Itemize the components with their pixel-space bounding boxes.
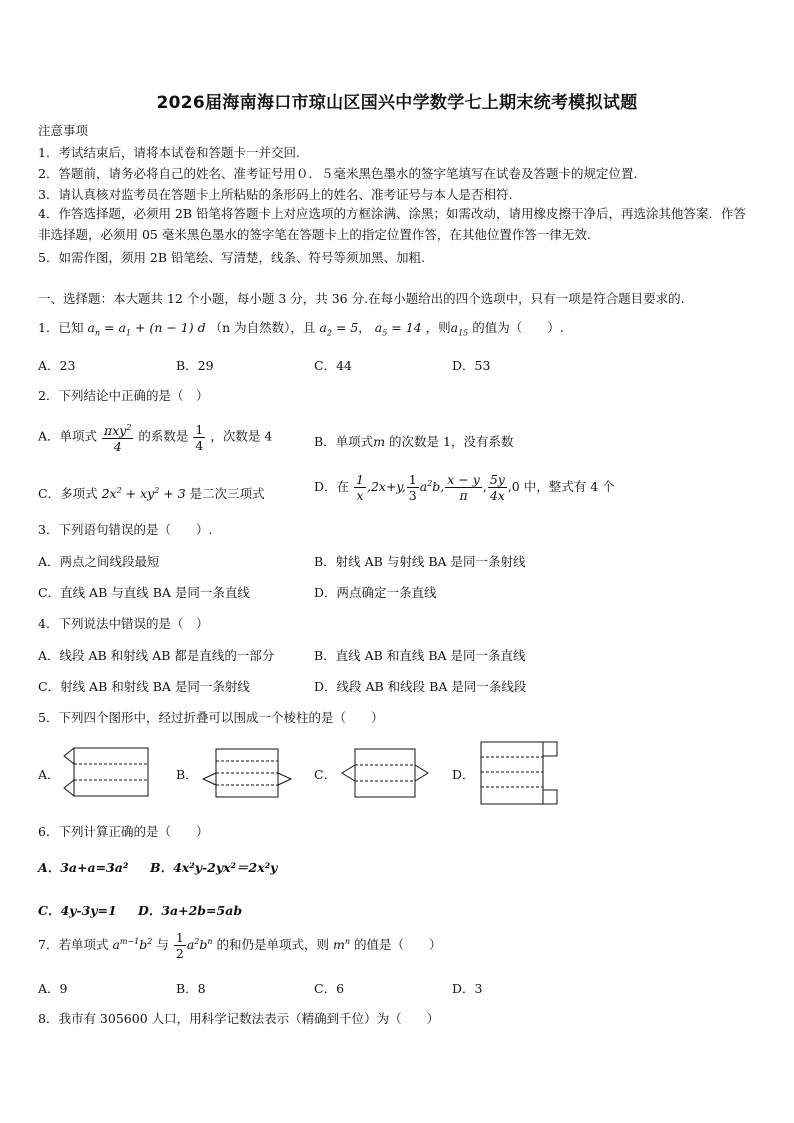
q2-a-end: ，次数是 4: [210, 428, 273, 444]
q2-c-poly: $2x^2 + xy^2 + 3$: [101, 485, 186, 501]
section-heading: 一、选择题：本大题共 12 个小题，每小题 3 分，共 36 分.在每小题给出的四个选项中，只有一项是符合题目要求的.: [38, 291, 685, 306]
q4-option-c[interactable]: C．射线 AB 和射线 BA 是同一条射线: [38, 679, 250, 694]
q6-option-b[interactable]: B．4x²y-2yx²＝2x²y: [150, 860, 278, 875]
q2-b-pre: B．单项式: [314, 434, 374, 449]
q2-d-f2: $\frac{1}{3}$: [408, 472, 417, 503]
q5-label-b[interactable]: B．: [176, 767, 198, 782]
q1-n-note: n 为自然数），且: [222, 320, 316, 335]
q7-pre: 7．若单项式: [38, 937, 109, 952]
q6-option-d[interactable]: D．3a+2b=5ab: [138, 903, 243, 918]
q6-stem: 6．下列计算正确的是（ ）: [38, 824, 209, 839]
q5-stem: 5．下列四个图形中，经过折叠可以围成一个棱柱的是（ ）: [38, 710, 384, 725]
q4-stem: 4．下列说法中错误的是（ ）: [38, 616, 209, 631]
q5-figure-b[interactable]: [200, 745, 300, 801]
q5-label-a[interactable]: A．: [38, 767, 60, 782]
q2-d-pre: D．在: [314, 479, 350, 494]
q7-post: 的和仍是单项式，则: [216, 937, 330, 952]
q2-a-coef: $\frac{1}{4}$: [195, 421, 204, 453]
q5-label-d[interactable]: D．: [452, 767, 475, 782]
q7-option-c[interactable]: C．6: [314, 981, 345, 996]
q2-a-pre: A．单项式: [38, 428, 98, 444]
notice-heading: 注意事项: [38, 123, 89, 138]
page-title: 2026届海南海口市琼山区国兴中学数学七上期末统考模拟试题: [156, 93, 638, 113]
q7-end: 的值是（ ）: [354, 937, 442, 952]
notice-item-3: 3．请认真核对监考员在答题卡上所粘贴的条形码上的姓名、准考证号与本人是否相符.: [38, 187, 513, 202]
q8-stem: 8．我市有 305600 人口，用科学记数法表示（精确到千位）为（ ）: [38, 1011, 440, 1026]
notice-item-4: 4．作答选择题，必须用 2B 铅笔将答题卡上对应选项的方框涂满、涂黑；如需改动，请用橡皮擦干净后，再选涂其他答案．作答非选择题，必须用 05 毫米黑色墨水的签字笔在答题卡上的指定位置作答，在其他位置作答一律无效.: [38, 206, 747, 242]
q2-d-f1: $\frac{1}{x}$: [356, 472, 364, 503]
q2-stem: 2．下列结论中正确的是（ ）: [38, 388, 209, 403]
q1-option-b[interactable]: B．29: [176, 358, 214, 373]
q2-option-d[interactable]: D．在 $\frac{1}{x}$ ,2x+y, $\frac{1}{3}$ $a^2b$, $\frac{x - y}{\pi}$ , $\frac{5y}{4x}$ ,0 中，整式有 4 个: [314, 472, 615, 503]
q7-option-b[interactable]: B．8: [176, 981, 206, 996]
q1-cond2: $a_5 = 14$: [374, 320, 422, 338]
q3-option-c[interactable]: C．直线 AB 与直线 BA 是同一条直线: [38, 585, 250, 600]
q1-cond1: $a_2 = 5$: [319, 320, 359, 338]
q5-label-c[interactable]: C．: [314, 767, 337, 782]
q6-option-c[interactable]: C．4y-3y=1: [38, 903, 117, 918]
q1-tail: ，则: [425, 320, 451, 335]
q1-ask: 的值为（ ）.: [472, 320, 564, 335]
q1-mid: （: [209, 320, 223, 335]
q6-option-a[interactable]: A．3a+a=3a²: [38, 860, 129, 875]
q4-option-a[interactable]: A．线段 AB 和射线 AB 都是直线的一部分: [38, 648, 275, 663]
q5-figure-c[interactable]: [338, 745, 438, 801]
q3-stem: 3．下列语句错误的是（ ）.: [38, 522, 213, 537]
q2-a-fraction: $\frac{\pi xy^2}{4}$: [102, 420, 133, 454]
q3-option-b[interactable]: B．射线 AB 与射线 BA 是同一条射线: [314, 554, 526, 569]
q7-frac: $\frac{1}{2}$: [175, 930, 184, 961]
q2-d-f4: $\frac{5y}{4x}$: [489, 472, 505, 503]
q2-a-post: 的系数是: [138, 428, 189, 444]
q2-d-f3: $\frac{x - y}{\pi}$: [447, 472, 480, 503]
notice-item-5: 5．如需作图，须用 2B 铅笔绘、写清楚，线条、符号等须加黑、加粗.: [38, 250, 426, 265]
q5-figure-d[interactable]: [478, 738, 564, 808]
q3-option-d[interactable]: D．两点确定一条直线: [314, 585, 437, 600]
q5-figure-a[interactable]: [62, 745, 152, 801]
notice-item-1: 1．考试结束后，请将本试卷和答题卡一并交回.: [38, 145, 300, 160]
q2-c-end: 是二次三项式: [189, 486, 265, 501]
q4-option-b[interactable]: B．直线 AB 和直线 BA 是同一条直线: [314, 648, 526, 663]
q2-option-b[interactable]: [314, 432, 513, 450]
q7-option-a[interactable]: A．9: [38, 981, 68, 996]
q2-option-c[interactable]: [38, 484, 265, 502]
q2-c-pre: C．多项式: [38, 486, 98, 501]
q7-term2: $a^2b^n$: [186, 936, 213, 952]
q3-option-a[interactable]: A．两点之间线段最短: [38, 554, 160, 569]
q4-option-d[interactable]: D．线段 AB 和线段 BA 是同一条线段: [314, 679, 527, 694]
q7-power: $m^n$: [333, 936, 351, 952]
q2-b-m: m: [373, 434, 386, 449]
q1-target: $a_{15}$: [450, 320, 469, 338]
question-7: [38, 930, 442, 961]
q2-b-end: 的次数是 1，没有系数: [389, 434, 514, 449]
q1-formula: $a_n = a_1 + (n - 1)$ d: [87, 320, 206, 338]
q1-option-a[interactable]: A．23: [38, 358, 76, 373]
q7-option-d[interactable]: D．3: [452, 981, 483, 996]
notice-item-2: 2．答题前，请务必将自己的姓名、准考证号用０．５毫米黑色墨水的签字笔填写在试卷及答题卡的规定位置.: [38, 166, 638, 181]
q1-option-d[interactable]: D．53: [452, 358, 491, 373]
q7-mid: 与: [156, 937, 169, 952]
q2-option-a[interactable]: [38, 420, 272, 454]
q1-option-c[interactable]: C．44: [314, 358, 352, 373]
q7-term1: $a^{m-1}b^2$: [112, 936, 153, 952]
question-1: 1．已知 $a_n = a_1 + (n - 1)$ d （n 为自然数），且 $a_2 = 5$， $a_5 = 14$ ，则$a_{15}$ 的值为（ ）.: [38, 320, 564, 338]
q2-d-end: 中，整式有 4 个: [523, 479, 615, 494]
q1-prefix: 1．已知: [38, 320, 84, 335]
